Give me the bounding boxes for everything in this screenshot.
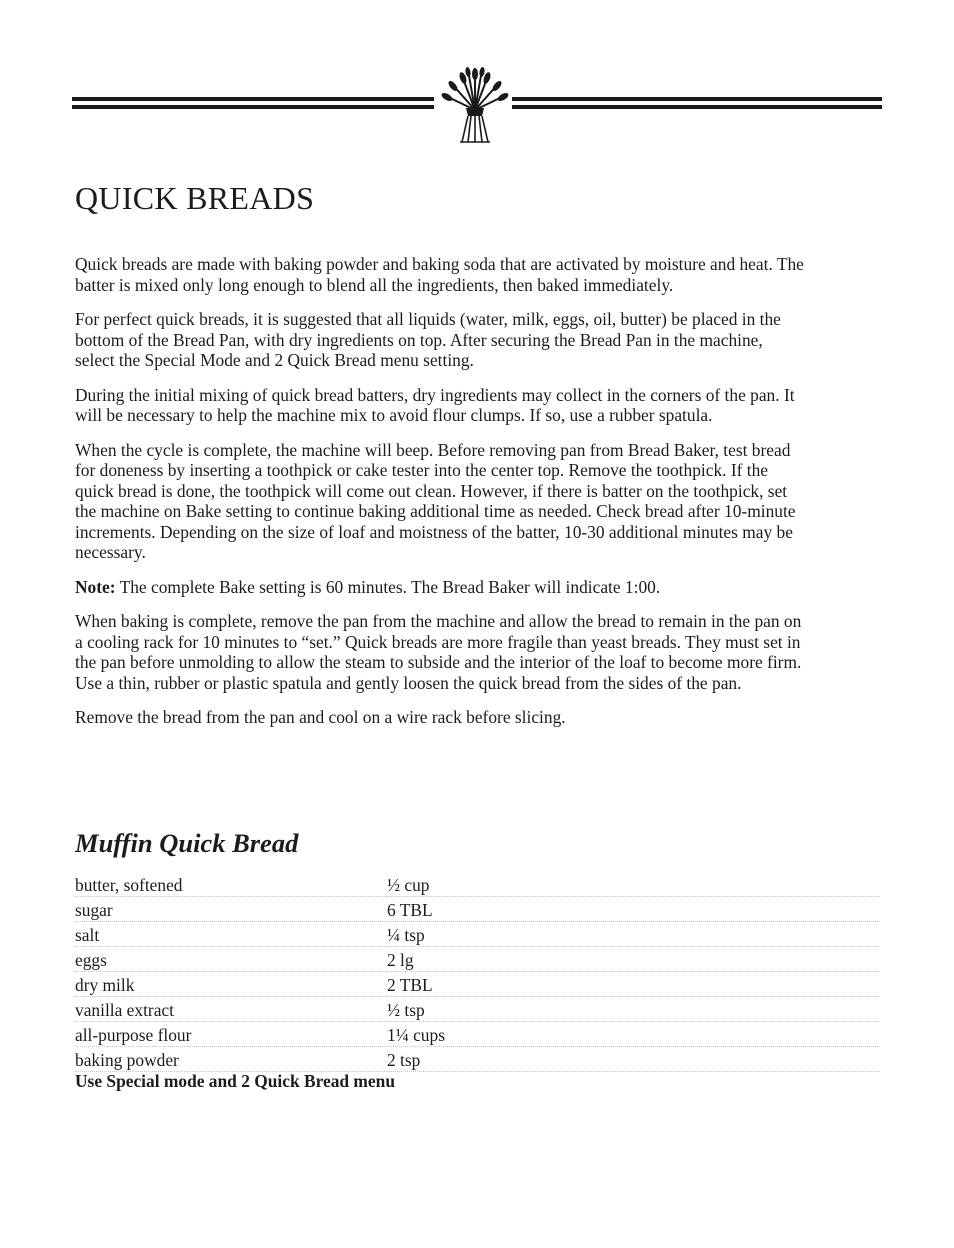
table-row <box>75 897 880 922</box>
ingredient-name: vanilla extract <box>75 997 387 1022</box>
ingredient-amount: 2 TBL <box>387 972 880 997</box>
ingredient-name: sugar <box>75 897 387 922</box>
table-row <box>75 872 880 897</box>
paragraph-intro: Quick breads are made with baking powder and baking soda that are activated by moisture and heat. The batter is mixed only long enough to blend all the ingredients, then baked immediately. <box>75 254 804 295</box>
ingredient-amount: 2 tsp <box>387 1047 880 1072</box>
article-body <box>75 254 805 742</box>
paragraph-mixing: During the initial mixing of quick bread batters, dry ingredients may collect in the corners of the pan. It will be necessary to help the machine mix to avoid flour clumps. If so, use a rubber spatula. <box>75 384 795 425</box>
ingredients-table <box>75 872 880 1072</box>
header-rule-right-bottom <box>512 105 882 109</box>
ingredient-name: salt <box>75 922 387 947</box>
recipe-title: Muffin Quick Bread <box>75 828 299 858</box>
table-row <box>75 947 880 972</box>
header-rule-right-top <box>512 97 882 101</box>
note-paragraph <box>75 577 805 598</box>
paragraph-liquids: For perfect quick breads, it is suggested that all liquids (water, milk, eggs, oil, butter) be placed in the bottom of the Bread Pan, with dry ingredients on top. After securing the Bread Pan in the machine, select the Special Mode and 2 Quick Bread menu setting. <box>75 309 781 370</box>
table-row <box>75 1022 880 1047</box>
header-divider <box>72 66 882 146</box>
ingredient-name: dry milk <box>75 972 387 997</box>
table-row <box>75 922 880 947</box>
paragraph-remove: Remove the bread from the pan and cool on a wire rack before slicing. <box>75 707 566 727</box>
note-text: The complete Bake setting is 60 minutes. The Bread Baker will indicate 1:00. <box>119 576 661 597</box>
recipe-instruction: Use Special mode and 2 Quick Bread menu <box>75 1071 395 1091</box>
ingredient-amount: ½ tsp <box>387 997 880 1022</box>
ingredient-name: eggs <box>75 947 387 972</box>
ingredient-amount: ½ cup <box>387 872 880 897</box>
ingredient-name: butter, softened <box>75 872 387 897</box>
table-row <box>75 972 880 997</box>
ingredient-amount: 2 lg <box>387 947 880 972</box>
table-row <box>75 1047 880 1072</box>
page-title: QUICK BREADS <box>75 180 315 216</box>
ingredient-amount: 6 TBL <box>387 897 880 922</box>
ingredient-amount: ¼ tsp <box>387 922 880 947</box>
paragraph-cooling: When baking is complete, remove the pan from the machine and allow the bread to remain in the pan on a cooling rack for 10 minutes to “set.” Quick breads are more fragile than yeast breads. They must set in the pan before unmolding to allow the steam to subside and the interior of the loaf to become more firm. Use a thin, rubber or plastic spatula and gently loosen the quick bread from the sides of the pan. <box>75 611 802 693</box>
ingredient-name: all-purpose flour <box>75 1022 387 1047</box>
header-rule-left-bottom <box>72 105 434 109</box>
table-row <box>75 997 880 1022</box>
ingredient-name: baking powder <box>75 1047 387 1072</box>
ingredient-amount: 1¼ cups <box>387 1022 880 1047</box>
paragraph-doneness: When the cycle is complete, the machine will beep. Before removing pan from Bread Baker, test bread for doneness by inserting a toothpick or cake tester into the center top. Remove the toothpick. If the quick bread is done, the toothpick will come out clean. However, if there is batter on the toothpick, set the machine on Bake setting to continue baking additional time as needed. Check bread after 10-minute increments. Depending on the size of loaf and moistness of the batter, 10-30 additional minutes may be necessary. <box>75 439 796 562</box>
header-rule-left-top <box>72 97 434 101</box>
note-label: Note: <box>75 576 116 597</box>
wheat-sheaf-icon <box>440 66 510 146</box>
